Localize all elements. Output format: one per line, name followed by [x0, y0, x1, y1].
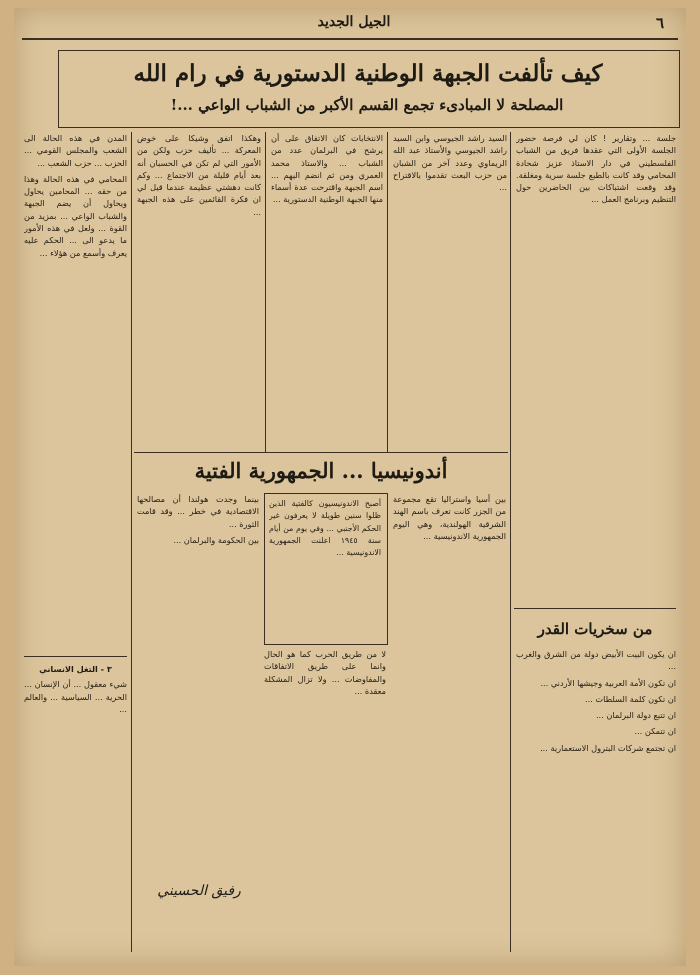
lead-column-3: الانتخابات كان الاتفاق على أن يرشح في البرلمان عدد من الشباب ... والاستاذ محمد العمري ومن ثم انضم اليهم ... اسم الجبهة واقترحت عدة أسماء منها الجبهة الوطنية الدستورية ...: [271, 133, 383, 205]
newspaper-page: [14, 8, 686, 966]
section-divider: [514, 608, 676, 609]
left-column-top: المدن في هذه الحالة الى الشعب والمجلس القومي ... الحزب ... حزب الشعب ... المحامي في هذه الحالة وهذا من حقه ... المحامين يحاول ويحاول أن يضم الجبهة والشباب الواعي ... بمزيد من القوة ... ولعل في هذه الأمور ما يدعو الى ... الحكم عليه يعرف وأسمع من هؤلاء ...: [24, 133, 127, 258]
irony-item: ان تتبع دولة البرلمان ...: [595, 710, 676, 721]
indonesia-headline: أندونيسيا ... الجمهورية الفتية: [194, 458, 448, 483]
irony-item: ان تتمكن ...: [634, 726, 676, 737]
irony-item: ان تجتمع شركات البترول الاستعمارية ...: [540, 742, 676, 753]
indonesia-inset-text: أصبح الاندونيسيون كالفتية الذين ظلوا سنين طويلة لا يعرفون غير الحكم الأجنبي ... وفي يوم من أيام سنة ١٩٤٥ اعلنت الجمهورية الاندونيسية ...: [269, 499, 381, 558]
indonesia-column-2: لا من طريق الحرب كما هو الحال وانما على طريق الاتفاقات والمفاوضات ... ولا تزال المشكلة معقدة ...: [264, 649, 386, 696]
column-divider: [131, 132, 132, 952]
page-number: ٦: [655, 14, 664, 32]
irony-item: ان تكون كلمة السلطات ...: [585, 693, 676, 704]
column-divider: [387, 132, 388, 452]
section-divider: [24, 656, 127, 657]
author-signature: رفيق الحسيني: [157, 883, 241, 899]
left-column-bottom: ٣ - التغل الانساني شيء معقول ... أن الإنسان ... الحرية ... السياسية ... والعالم ...: [24, 664, 127, 714]
lead-column-2: السيد راشد الجيوسي وابن السيد راشد الجيوسي والأستاذ عبد الله الريماوي وعدد آخر من الشبان من حزب البعث تقدموا بالاقتراح ...: [393, 133, 507, 193]
irony-heading: من سخريات القدر: [537, 620, 653, 638]
column-divider: [510, 132, 511, 952]
indonesia-column-1: بين أسيا واستراليا تقع مجموعة من الجزر كانت تعرف باسم الهند الشرقية الهولندية، وهي اليوم الجمهورية الاندونيسية ...: [393, 494, 506, 541]
irony-list: [516, 648, 676, 948]
irony-item: ان تكون الأمة العربية وجيشها الأردني ...: [540, 677, 676, 688]
lead-column-1: جلسة ... وتقارير ! كان لي فرصة حضور الجلسة الأولى التي عقدها فريق من الشباب الفلسطيني في دار الاستاذ عزيز شحادة المحامي وقد كانت بالطبع جلسة سرية ومغلقة. وقد وقعت اشتباكات بين الحاضرين حول التنظيم وبرنامج العمل ...: [516, 133, 676, 205]
newspaper-title: الجيل الجديد: [317, 14, 391, 30]
indonesia-column-3: بينما وجدت هولندا أن مصالحها الاقتصادية في خطر ... وقد قامت الثورة ... بين الحكومة والبرلمان ...: [137, 494, 259, 545]
irony-item: ان يكون البيت الأبيض دولة من الشرق والغرب ...: [516, 649, 676, 672]
lead-headline: كيف تألفت الجبهة الوطنية الدستورية في رام الله: [133, 60, 603, 87]
lead-subheadline: المصلحة لا المبادىء تجمع القسم الأكبر من الشباب الواعي ...!: [170, 96, 564, 114]
header-rule: [22, 38, 678, 40]
lead-column-4: وهكذا اتفق وشيكا على خوض المعركة ... تأليف حزب ولكن من الأمور التي لم تكن في الحسبان أنه بعد أيام قليلة من الاجتماع ... وكم كانت دهشتي عظيمة عندما قيل لي ان فكرة القائمين على هذه الجبهة ...: [137, 133, 261, 217]
column-divider: [265, 132, 266, 452]
section-divider: [134, 452, 508, 453]
